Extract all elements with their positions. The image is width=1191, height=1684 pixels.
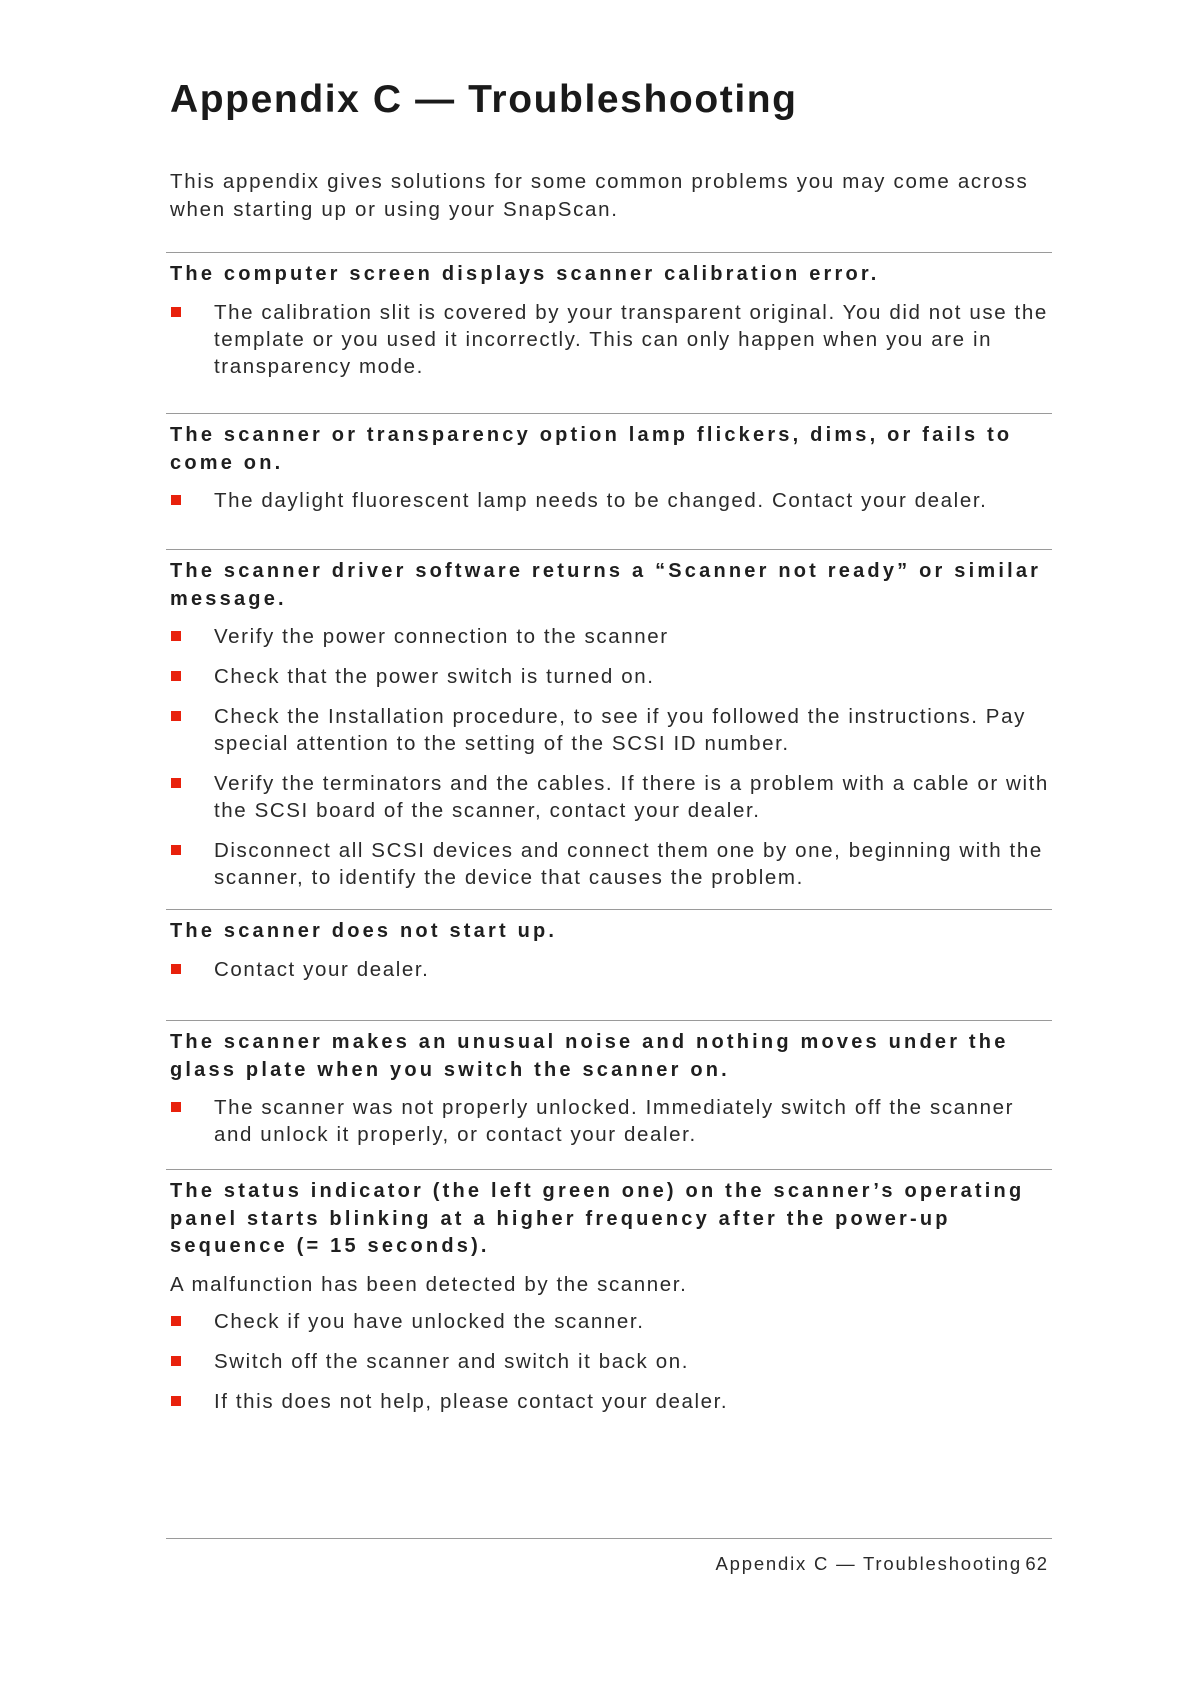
list-item <box>166 299 1052 380</box>
bullet-square-icon <box>171 1396 181 1406</box>
bullet-square-icon <box>171 671 181 681</box>
section-does-not-start <box>166 909 1052 996</box>
section-note: A malfunction has been detected by the scanner. <box>170 1272 688 1296</box>
list-item <box>166 1094 1052 1148</box>
bullet-square-icon <box>171 307 181 317</box>
bullet-list <box>166 623 1052 891</box>
list-item <box>166 1388 1052 1415</box>
bullet-square-icon <box>171 495 181 505</box>
section-calibration-error <box>166 252 1052 393</box>
list-item <box>166 837 1052 891</box>
bullet-square-icon <box>171 845 181 855</box>
bullet-square-icon <box>171 1356 181 1366</box>
bullet-square-icon <box>171 964 181 974</box>
section-scanner-not-ready <box>166 549 1052 904</box>
bullet-square-icon <box>171 778 181 788</box>
list-item-text: Verify the terminators and the cables. If there is a problem with a cable or with the SCSI board of the scanner, contact your dealer. <box>214 772 1049 822</box>
list-item-text: Check that the power switch is turned on. <box>214 665 655 688</box>
bullet-list <box>166 487 1052 514</box>
list-item <box>166 487 1052 514</box>
list-item-text: The daylight fluorescent lamp needs to be changed. Contact your dealer. <box>214 489 988 512</box>
list-item-text: Contact your dealer. <box>214 957 430 981</box>
footer-title: Appendix C — Troubleshooting <box>715 1553 1022 1574</box>
list-item-text: The calibration slit is covered by your transparent original. You did not use the template or you used it incorrectly. This can only happen when you are in transparency mode. <box>214 300 1048 378</box>
list-item-text: Disconnect all SCSI devices and connect them one by one, beginning with the scanner, to identify the device that causes the problem. <box>214 839 1043 889</box>
list-item-text: If this does not help, please contact your dealer. <box>214 1389 729 1413</box>
section-status-indicator <box>166 1169 1052 1428</box>
list-item <box>166 703 1052 757</box>
list-item <box>166 1308 1052 1335</box>
intro-paragraph: This appendix gives solutions for some common problems you may come across when starting up or using your SnapScan. <box>170 170 1029 221</box>
list-item <box>166 623 1052 650</box>
list-item <box>166 956 1052 983</box>
bullet-list <box>166 956 1052 983</box>
section-heading: The scanner makes an unusual noise and nothing moves under the glass plate when you switch the scanner on. <box>170 1031 1009 1081</box>
list-item <box>166 1348 1052 1375</box>
bullet-list <box>166 1094 1052 1148</box>
bullet-list <box>166 299 1052 380</box>
bullet-square-icon <box>171 1316 181 1326</box>
page-title: Appendix C — Troubleshooting <box>170 78 798 121</box>
bullet-square-icon <box>171 711 181 721</box>
list-item-text: The scanner was not properly unlocked. Immediately switch off the scanner and unlock it properly, or contact your dealer. <box>214 1096 1015 1146</box>
section-heading: The scanner driver software returns a “Scanner not ready” or similar message. <box>170 560 1042 610</box>
section-heading: The status indicator (the left green one) on the scanner’s operating panel starts blinking at a higher frequency after the power-up sequence (= 15 seconds). <box>170 1180 1025 1257</box>
bullet-square-icon <box>171 1102 181 1112</box>
list-item-text: Switch off the scanner and switch it back on. <box>214 1349 690 1373</box>
section-unusual-noise <box>166 1020 1052 1161</box>
section-heading: The scanner does not start up. <box>170 920 558 942</box>
footer-divider <box>166 1538 1052 1539</box>
bullet-list <box>166 1308 1052 1415</box>
bullet-square-icon <box>171 631 181 641</box>
section-lamp-flickers <box>166 413 1052 527</box>
page-number: 62 <box>1025 1553 1048 1574</box>
list-item-text: Verify the power connection to the scanner <box>214 625 669 648</box>
section-heading: The computer screen displays scanner calibration error. <box>170 263 880 285</box>
list-item-text: Check if you have unlocked the scanner. <box>214 1309 645 1333</box>
list-item-text: Check the Installation procedure, to see if you followed the instructions. Pay special attention to the setting of the SCSI ID number. <box>214 705 1026 755</box>
section-heading: The scanner or transparency option lamp flickers, dims, or fails to come on. <box>170 424 1013 474</box>
list-item <box>166 663 1052 690</box>
list-item <box>166 770 1052 824</box>
